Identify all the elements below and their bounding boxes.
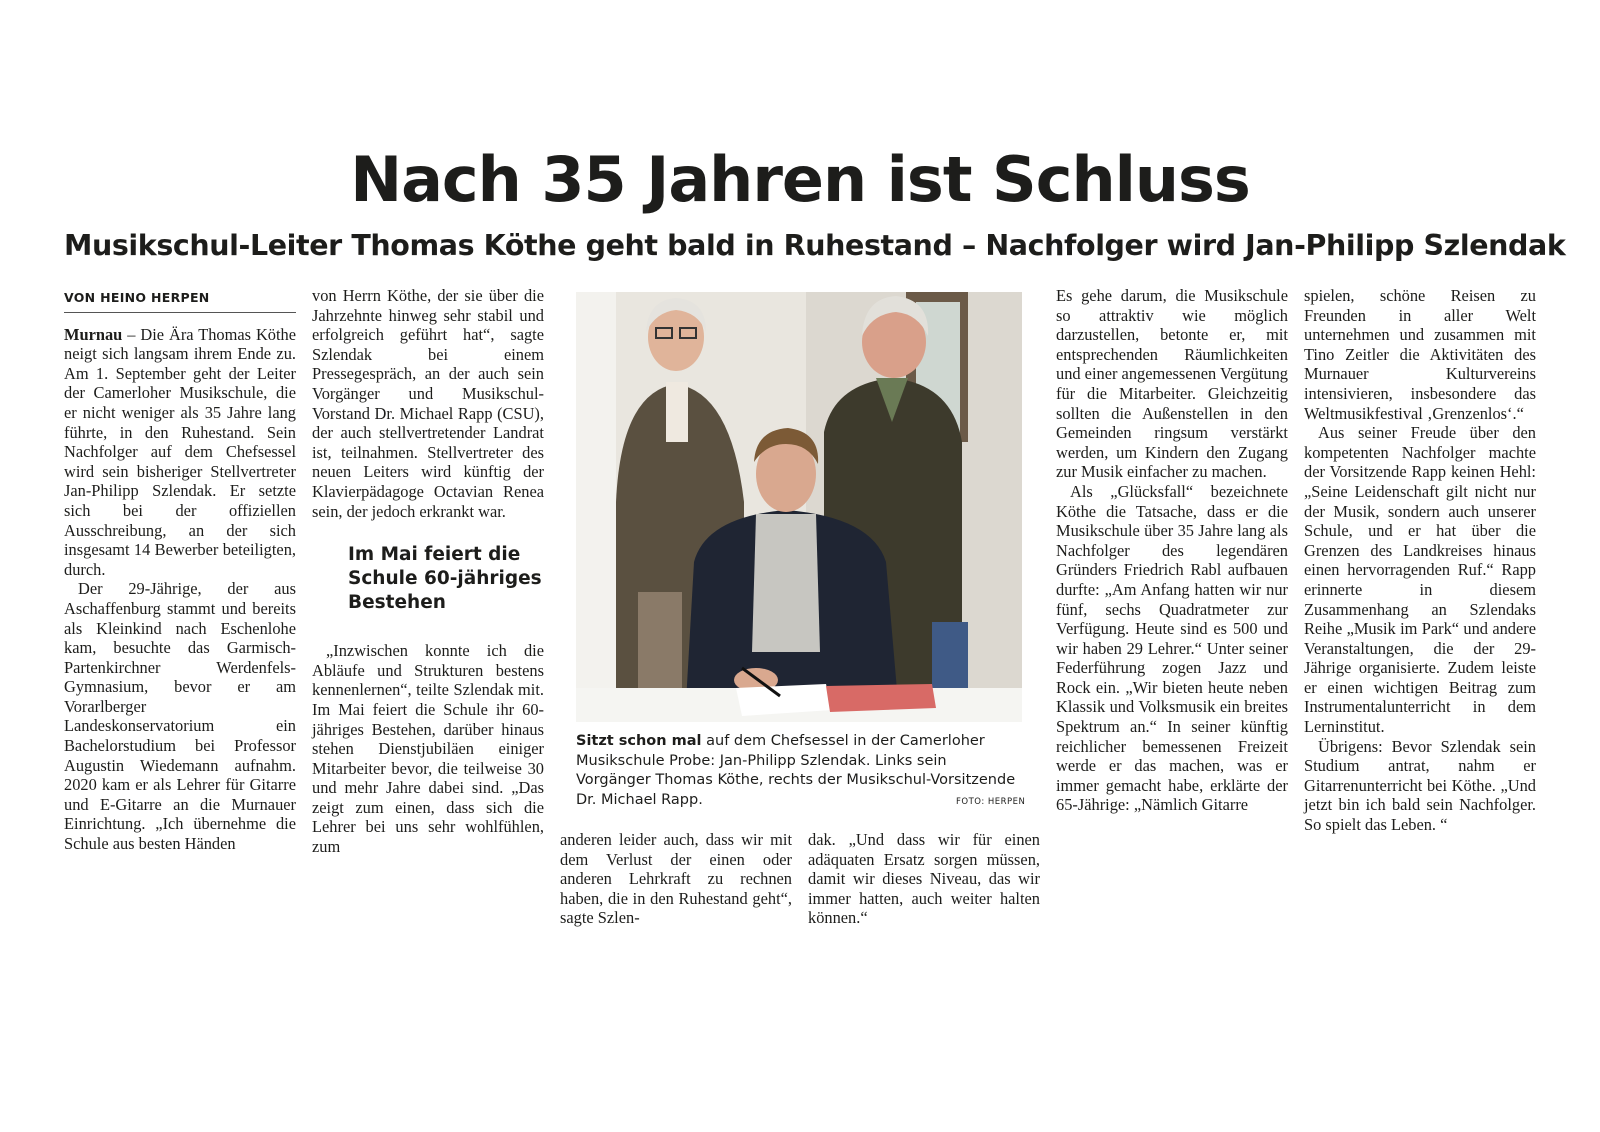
article-column-6 [1304,286,1536,835]
article-column-2 [312,286,544,857]
paragraph: spielen, schöne Reisen zu Freunden in aller Welt unternehmen und zusammen mit Tino Zeitler die Aktivitäten des Murnauer Kulturvereins intensivieren, insbesondere das Weltmusikfestival ‚Grenzenlos‘.“ [1304,286,1536,423]
article-column-4 [808,830,1040,928]
paragraph: anderen leider auch, dass wir mit dem Verlust der einen oder anderen Lehrkraft zu rechnen haben, die in den Ruhestand geht“, sagte Szlen- [560,830,792,928]
caption-text: auf dem Chefsessel in der Camerloher Musikschule Probe: Jan-Philipp Szlendak. Links sein Vorgänger Thomas Köthe, rechts der Musikschul-Vorsitzende Dr. Michael Rapp. [576,733,1016,808]
paragraph: Es gehe darum, die Musikschule so attraktiv wie möglich darzustellen, betonte er, mit entsprechenden Räumlichkeiten und einer angemessenen Vergütung für die Mitarbeiter. Gleichzeitig sollten die Außenstellen in den Gemeinden ringsum verstärkt werden, um Kindern den Zugang zur Musik einfacher zu machen. [1056,286,1288,482]
article-photo [576,292,1022,722]
paragraph: „Inzwischen konnte ich die Abläufe und Strukturen bestens kennenlernen“, teilte Szlendak mit. Im Mai feiert die Schule ihr 60-jähriges Bestehen, darüber hinaus stehen Dienstjubiläen einiger Mitarbeiter bevor, die teilweise 30 und mehr Jahre dabei sind. „Das zeigt zum einen, dass sich die Lehrer bei uns sehr wohlfühlen, zum [312,641,544,857]
paragraph: dak. „Und dass wir für einen adäquaten Ersatz sorgen müssen, damit wir dieses Niveau, das wir immer hatten, auch weiter halten können.“ [808,830,1040,928]
paragraph [64,325,296,580]
dateline: Murnau [64,324,123,344]
article-column-3 [560,830,792,928]
photo-curtain [576,292,616,722]
caption-lead: Sitzt schon mal [576,733,702,749]
article-column-1 [64,286,296,854]
paragraph-text: – Die Ära Thomas Köthe neigt sich langsam ihrem Ende zu. Am 1. September geht der Leiter der Camerloher Musikschule, die er nicht weniger als 35 Jahre lang führte, in den Ruhestand. Sein Nachfolger auf dem Chefsessel wird sein bisheriger Stellvertreter Jan-Philipp Szlendak. Er setzte sich bei der offiziellen Ausschreibung, an der sich insgesamt 14 Bewerber beteiligten, durch. [64,324,296,579]
article-subheadline: Musikschul-Leiter Thomas Köthe geht bald in Ruhestand – Nachfolger wird Jan-Philipp Szlendak [64,229,1566,262]
paragraph: von Herrn Köthe, der sie über die Jahrzehnte hinweg sehr stabil und erfolgreich geführt hat“, sagte Szlendak bei einem Pressegespräch, an der auch sein Vorgänger und Musikschul-Vorstand Dr. Michael Rapp (CSU), der auch stellvertretender Landrat ist, teilnahmen. Stellvertreter des neuen Leiters wird künftig der Klavierpädagoge Octavian Renea sein, der jedoch erkrankt war. [312,286,544,521]
paragraph: Als „Glücksfall“ bezeichnete Köthe die Tatsache, dass er die Musikschule über 35 Jahre lang als Nachfolger des legendären Gründers Friedrich Rabl aufbauen durfte: „Am Anfang hatten wir nur fünf, sechs Quadratmeter zur Verfügung. Heute sind es 500 und wir haben 29 Lehrer.“ Unter seiner Federführung zogen Jazz und Rock ein. „Wir bieten heute neben Klassik und Volksmusik ein breites Spektrum an.“ In seiner künftig reichlicher bemessenen Freizeit werde er das machen, was er immer gemacht habe, erklärte der 65-Jährige: „Nämlich Gitarre [1056,481,1288,815]
photo-red-folder [826,684,936,712]
article-column-5 [1056,286,1288,815]
intertitle: Im Mai feiert die Schule 60-jähriges Bestehen [348,544,542,614]
article-headline: Nach 35 Jahren ist Schluss [350,143,1250,216]
paragraph: Aus seiner Freude über den kompetenten Nachfolger machte der Vorsitzende Rapp keinen Hehl: „Seine Leidenschaft gilt nicht nur der Musik, sondern auch unserer Schule, und er hat über die Grenzen des Landkreises hinaus einen hervorragenden Ruf.“ Rapp erinnerte in diesem Zusammenhang an Szlendaks Reihe „Musik im Park“ und andere Veranstaltungen, die der 29-Jährige organisierte. Zudem leiste er einen wichtigen Beitrag zum Instrumentalunterricht in dem Lerninstitut. [1304,423,1536,737]
author-byline: VON HEINO HERPEN [64,286,296,313]
paragraph: Übrigens: Bevor Szlendak sein Studium antrat, nahm er Gitarrenunterricht bei Köthe. „Und jetzt bin ich bald sein Nachfolger. So spielt das Leben. “ [1304,736,1536,835]
photo-credit: FOTO: HERPEN [956,797,1026,807]
paragraph: Der 29-Jährige, der aus Aschaffenburg stammt und bereits als Kleinkind nach Eschenlohe kam, besuchte das Garmisch-Partenkirchner Werdenfels-Gymnasium, bevor er am Vorarlberger Landeskonservatorium ein Bachelorstudium bei Professor Augustin Wiedemann aufnahm. 2020 kam er als Lehrer für Gitarre und E-Gitarre an die Murnauer Einrichtung. „Ich übernehme die Schule aus besten Händen [64,579,296,854]
